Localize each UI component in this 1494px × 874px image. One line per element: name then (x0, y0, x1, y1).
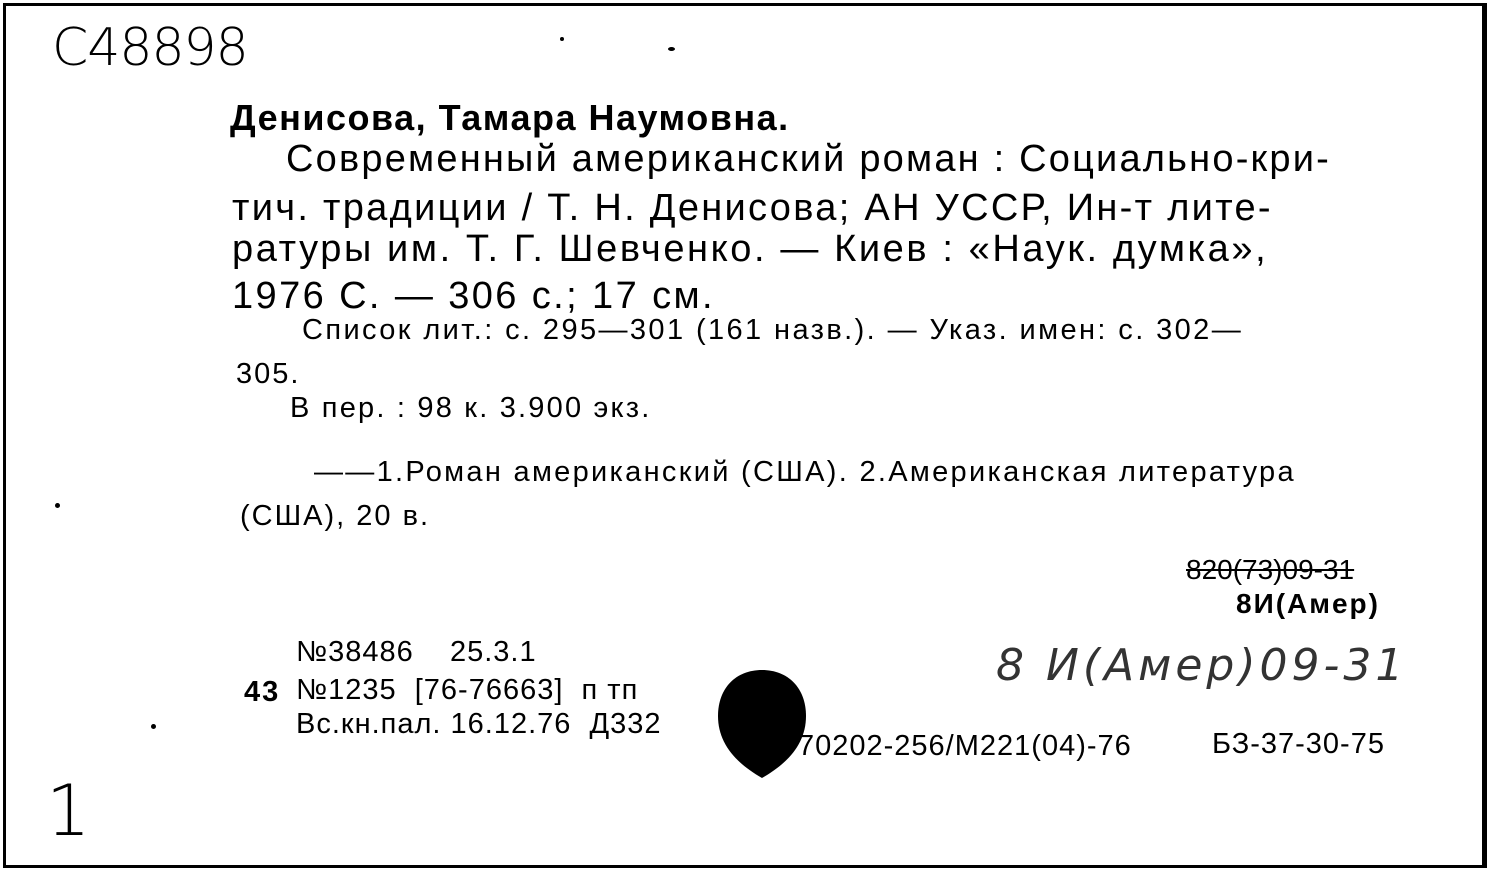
registry-prefix: 43 (244, 676, 281, 708)
handwritten-classification: 8 И(Амер)09-31 (996, 640, 1408, 691)
bibliography-note-line-1: Список лит.: с. 295—301 (161 назв.). — Указ. имен: с. 302— (302, 314, 1244, 346)
registry-number: №38486 25.3.1 (296, 636, 537, 668)
bibliography-note-line-2: 305. (236, 358, 301, 390)
speck (668, 47, 675, 51)
title-line-4: 1976 С. — 306 с.; 17 см. (232, 275, 715, 317)
speck (55, 503, 60, 508)
registry-order: №1235 [76-76663] п тп (296, 674, 639, 706)
footer-code: 70202-256/М221(04)-76 (798, 730, 1132, 762)
title-line-2: тич. традиции / Т. Н. Денисова; АН УССР, Ин-т лите- (232, 187, 1273, 229)
title-line-3: ратуры им. Т. Г. Шевченко. — Киев : «Наук. думка», (232, 228, 1269, 270)
udc-classification: 820(73)09-31 (1186, 554, 1355, 585)
author-heading: Денисова, Тамара Наумовна. (230, 97, 790, 138)
speck (560, 37, 564, 41)
footer-bz-number: БЗ-37-30-75 (1212, 728, 1385, 760)
punch-hole-mark (718, 670, 806, 778)
subject-headings-line-2: (США), 20 в. (240, 500, 431, 532)
title-line-1: Современный американский роман : Социально-кри- (286, 138, 1331, 180)
subject-headings-line-1: ——1.Роман американский (США). 2.Американская литература (314, 456, 1296, 488)
handwritten-call-number: С48898 (52, 18, 248, 78)
speck (151, 724, 156, 729)
handwritten-mark: 1 (46, 770, 91, 852)
bbk-classification: 8И(Амер) (1236, 588, 1380, 619)
price-note: В пер. : 98 к. 3.900 экз. (290, 392, 652, 424)
book-chamber-line: Вс.кн.пал. 16.12.76 Д332 (296, 708, 662, 740)
